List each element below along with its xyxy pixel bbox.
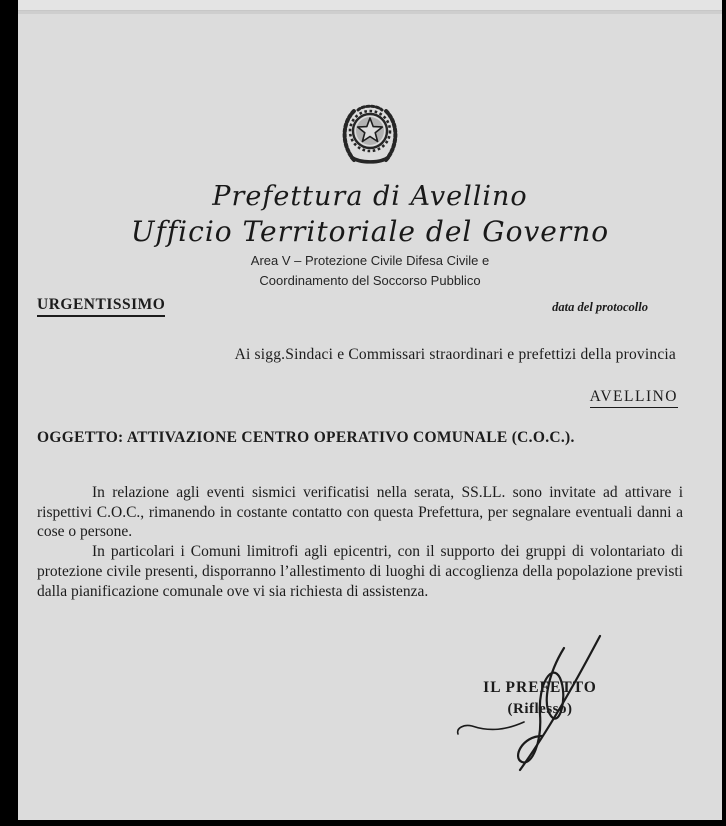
document-page: [18, 0, 722, 820]
signer-title: IL PREFETTO: [483, 679, 597, 696]
subject-line: OGGETTO: ATTIVAZIONE CENTRO OPERATIVO COMUNALE (C.O.C.).: [37, 429, 575, 446]
protocol-date-label: data del protocollo: [552, 300, 648, 314]
letter-body: [37, 483, 683, 601]
letterhead-subtitle: Ufficio Territoriale del Governo: [130, 215, 610, 248]
letterhead: [18, 100, 722, 289]
letterhead-title: Prefettura di Avellino: [212, 181, 528, 212]
letterhead-area-line2: Coordinamento del Soccorso Pubblico: [259, 272, 481, 288]
signature-block: [470, 679, 610, 718]
body-paragraph-2: In particolari i Comuni limitrofi agli epicentri, con il supporto dei gruppi di volontariato di protezione civile presenti, disporranno l’allestimento di luoghi di accoglienza della popolazione previsti dalla pianificazione comunale ove vi sia richiesta di assistenza.: [37, 543, 683, 600]
recipient-line: Ai sigg.Sindaci e Commissari straordinari e prefettizi della provincia: [234, 346, 676, 363]
urgency-label: URGENTISSIMO: [37, 296, 165, 317]
recipient-city: AVELLINO: [590, 388, 678, 408]
frame-bottom-edge: [0, 820, 726, 826]
italian-republic-emblem-icon: [339, 100, 401, 172]
body-paragraph-1: In relazione agli eventi sismici verificatisi nella serata, SS.LL. sono invitate ad attivare i rispettivi C.O.C., rimanendo in costante contatto con questa Prefettura, per segnalare eventuali danni a cose o persone.: [37, 484, 683, 541]
frame-right-edge: [722, 0, 726, 826]
signer-name: (Riflesso): [507, 701, 573, 717]
letterhead-area-line1: Area V – Protezione Civile Difesa Civile e: [250, 253, 490, 268]
page-edge-strip: [18, 0, 722, 11]
